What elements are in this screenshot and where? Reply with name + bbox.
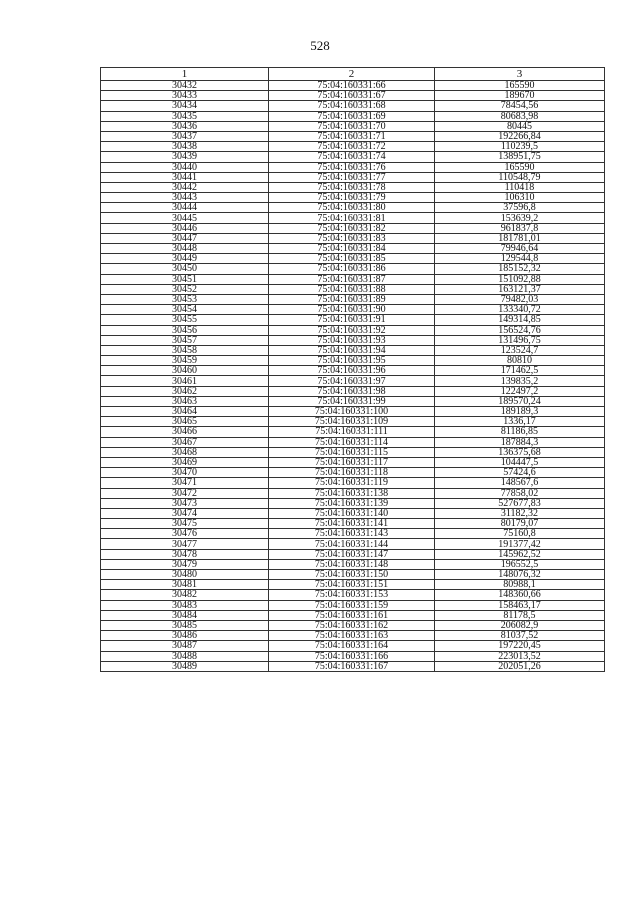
row-number-cell: 30438 [101, 142, 269, 152]
value-cell: 196552,5 [435, 559, 605, 569]
table-row [101, 519, 605, 529]
row-number-cell: 30483 [101, 600, 269, 610]
row-number-cell: 30454 [101, 305, 269, 315]
value-cell: 148076,32 [435, 570, 605, 580]
table-row [101, 264, 605, 274]
row-number-cell: 30432 [101, 81, 269, 91]
row-number-cell: 30478 [101, 549, 269, 559]
value-cell: 136375,68 [435, 447, 605, 457]
table-row [101, 193, 605, 203]
value-cell: 165590 [435, 81, 605, 91]
row-number-cell: 30436 [101, 121, 269, 131]
table-row [101, 305, 605, 315]
table-row [101, 325, 605, 335]
row-number-cell: 30446 [101, 223, 269, 233]
value-cell: 191377,42 [435, 539, 605, 549]
row-number-cell: 30441 [101, 172, 269, 182]
cadastral-number-cell: 75:04:160331:89 [269, 294, 435, 304]
cadastral-number-cell: 75:04:160331:109 [269, 417, 435, 427]
cadastral-number-cell: 75:04:160331:86 [269, 264, 435, 274]
table-row [101, 661, 605, 671]
table-row [101, 631, 605, 641]
cadastral-number-cell: 75:04:160331:141 [269, 519, 435, 529]
cadastral-number-cell: 75:04:160331:117 [269, 457, 435, 467]
cadastral-number-cell: 75:04:160331:74 [269, 152, 435, 162]
table-row [101, 570, 605, 580]
table-row [101, 437, 605, 447]
column-header-2: 2 [269, 68, 435, 81]
row-number-cell: 30465 [101, 417, 269, 427]
value-cell: 527677,83 [435, 498, 605, 508]
row-number-cell: 30463 [101, 396, 269, 406]
column-header-1: 1 [101, 68, 269, 81]
table-row [101, 641, 605, 651]
value-cell: 197220,45 [435, 641, 605, 651]
cadastral-number-cell: 75:04:160331:139 [269, 498, 435, 508]
value-cell: 31182,32 [435, 508, 605, 518]
value-cell: 202051,26 [435, 661, 605, 671]
table-row [101, 121, 605, 131]
value-cell: 139835,2 [435, 376, 605, 386]
value-cell: 106310 [435, 193, 605, 203]
table-header-row [101, 68, 605, 81]
row-number-cell: 30444 [101, 203, 269, 213]
cadastral-number-cell: 75:04:160331:96 [269, 366, 435, 376]
cadastral-number-cell: 75:04:160331:119 [269, 478, 435, 488]
cadastral-number-cell: 75:04:160331:78 [269, 182, 435, 192]
value-cell: 122497,2 [435, 386, 605, 396]
table-row [101, 233, 605, 243]
value-cell: 110418 [435, 182, 605, 192]
table-row [101, 590, 605, 600]
cadastral-number-cell: 75:04:160331:77 [269, 172, 435, 182]
table-row [101, 345, 605, 355]
table-row [101, 172, 605, 182]
cadastral-number-cell: 75:04:160331:85 [269, 254, 435, 264]
row-number-cell: 30461 [101, 376, 269, 386]
row-number-cell: 30439 [101, 152, 269, 162]
cadastral-number-cell: 75:04:160331:93 [269, 335, 435, 345]
cadastral-number-cell: 75:04:160331:118 [269, 468, 435, 478]
cadastral-number-cell: 75:04:160331:115 [269, 447, 435, 457]
row-number-cell: 30462 [101, 386, 269, 396]
table-row [101, 580, 605, 590]
table-row [101, 315, 605, 325]
table-row [101, 101, 605, 111]
value-cell: 123524,7 [435, 345, 605, 355]
row-number-cell: 30481 [101, 580, 269, 590]
row-number-cell: 30453 [101, 294, 269, 304]
cadastral-number-cell: 75:04:160331:144 [269, 539, 435, 549]
table-row [101, 457, 605, 467]
row-number-cell: 30480 [101, 570, 269, 580]
cadastral-number-cell: 75:04:160331:100 [269, 407, 435, 417]
cadastral-number-cell: 75:04:160331:81 [269, 213, 435, 223]
row-number-cell: 30470 [101, 468, 269, 478]
value-cell: 1336,17 [435, 417, 605, 427]
row-number-cell: 30468 [101, 447, 269, 457]
table-row [101, 366, 605, 376]
table-row [101, 213, 605, 223]
row-number-cell: 30469 [101, 457, 269, 467]
cadastral-number-cell: 75:04:160331:151 [269, 580, 435, 590]
value-cell: 206082,9 [435, 620, 605, 630]
value-cell: 80810 [435, 356, 605, 366]
value-cell: 57424,6 [435, 468, 605, 478]
cadastral-number-cell: 75:04:160331:70 [269, 121, 435, 131]
row-number-cell: 30451 [101, 274, 269, 284]
cadastral-number-cell: 75:04:160331:68 [269, 101, 435, 111]
cadastral-number-cell: 75:04:160331:92 [269, 325, 435, 335]
cadastral-number-cell: 75:04:160331:69 [269, 111, 435, 121]
cadastral-number-cell: 75:04:160331:159 [269, 600, 435, 610]
table-row [101, 111, 605, 121]
table-row [101, 539, 605, 549]
row-number-cell: 30473 [101, 498, 269, 508]
table-row [101, 600, 605, 610]
row-number-cell: 30460 [101, 366, 269, 376]
table-body [101, 81, 605, 672]
cadastral-number-cell: 75:04:160331:164 [269, 641, 435, 651]
cadastral-number-cell: 75:04:160331:83 [269, 233, 435, 243]
row-number-cell: 30450 [101, 264, 269, 274]
cadastral-number-cell: 75:04:160331:162 [269, 620, 435, 630]
column-header-3: 3 [435, 68, 605, 81]
row-number-cell: 30488 [101, 651, 269, 661]
row-number-cell: 30475 [101, 519, 269, 529]
row-number-cell: 30459 [101, 356, 269, 366]
row-number-cell: 30437 [101, 131, 269, 141]
cadastral-number-cell: 75:04:160331:163 [269, 631, 435, 641]
row-number-cell: 30489 [101, 661, 269, 671]
row-number-cell: 30467 [101, 437, 269, 447]
table-row [101, 254, 605, 264]
table-row [101, 131, 605, 141]
table-row [101, 447, 605, 457]
table-row [101, 142, 605, 152]
value-cell: 156524,76 [435, 325, 605, 335]
cadastral-number-cell: 75:04:160331:95 [269, 356, 435, 366]
value-cell: 110239,5 [435, 142, 605, 152]
cadastral-number-cell: 75:04:160331:76 [269, 162, 435, 172]
row-number-cell: 30474 [101, 508, 269, 518]
value-cell: 185152,32 [435, 264, 605, 274]
cadastral-number-cell: 75:04:160331:90 [269, 305, 435, 315]
row-number-cell: 30433 [101, 91, 269, 101]
cadastral-number-cell: 75:04:160331:167 [269, 661, 435, 671]
row-number-cell: 30452 [101, 284, 269, 294]
value-cell: 187884,3 [435, 437, 605, 447]
value-cell: 75160,8 [435, 529, 605, 539]
row-number-cell: 30440 [101, 162, 269, 172]
table-row [101, 203, 605, 213]
cadastral-number-cell: 75:04:160331:66 [269, 81, 435, 91]
table-row [101, 549, 605, 559]
row-number-cell: 30487 [101, 641, 269, 651]
table-row [101, 620, 605, 630]
cadastral-number-cell: 75:04:160331:71 [269, 131, 435, 141]
row-number-cell: 30477 [101, 539, 269, 549]
table-row [101, 376, 605, 386]
table-row [101, 223, 605, 233]
table-row [101, 274, 605, 284]
row-number-cell: 30476 [101, 529, 269, 539]
value-cell: 148360,66 [435, 590, 605, 600]
row-number-cell: 30486 [101, 631, 269, 641]
table-row [101, 427, 605, 437]
value-cell: 104447,5 [435, 457, 605, 467]
value-cell: 37596,8 [435, 203, 605, 213]
value-cell: 163121,37 [435, 284, 605, 294]
table-row [101, 91, 605, 101]
value-cell: 189570,24 [435, 396, 605, 406]
cadastral-number-cell: 75:04:160331:97 [269, 376, 435, 386]
table-row [101, 407, 605, 417]
value-cell: 149314,85 [435, 315, 605, 325]
cadastral-number-cell: 75:04:160331:161 [269, 610, 435, 620]
row-number-cell: 30464 [101, 407, 269, 417]
value-cell: 81186,85 [435, 427, 605, 437]
value-cell: 189189,3 [435, 407, 605, 417]
cadastral-number-cell: 75:04:160331:114 [269, 437, 435, 447]
table-row [101, 508, 605, 518]
table-row [101, 488, 605, 498]
cadastral-number-cell: 75:04:160331:138 [269, 488, 435, 498]
cadastral-number-cell: 75:04:160331:153 [269, 590, 435, 600]
cadastral-number-cell: 75:04:160331:98 [269, 386, 435, 396]
cadastral-number-cell: 75:04:160331:94 [269, 345, 435, 355]
row-number-cell: 30442 [101, 182, 269, 192]
value-cell: 181781,01 [435, 233, 605, 243]
value-cell: 81178,5 [435, 610, 605, 620]
table-row [101, 610, 605, 620]
cadastral-number-cell: 75:04:160331:80 [269, 203, 435, 213]
value-cell: 80179,07 [435, 519, 605, 529]
cadastral-number-cell: 75:04:160331:140 [269, 508, 435, 518]
row-number-cell: 30484 [101, 610, 269, 620]
value-cell: 80683,98 [435, 111, 605, 121]
row-number-cell: 30447 [101, 233, 269, 243]
table-row [101, 244, 605, 254]
row-number-cell: 30449 [101, 254, 269, 264]
table-header [101, 68, 605, 81]
value-cell: 133340,72 [435, 305, 605, 315]
value-cell: 79482,03 [435, 294, 605, 304]
row-number-cell: 30479 [101, 559, 269, 569]
table-row [101, 152, 605, 162]
row-number-cell: 30482 [101, 590, 269, 600]
table-row [101, 386, 605, 396]
value-cell: 77858,02 [435, 488, 605, 498]
cadastral-number-cell: 75:04:160331:111 [269, 427, 435, 437]
row-number-cell: 30471 [101, 478, 269, 488]
table-row [101, 356, 605, 366]
table-row [101, 651, 605, 661]
value-cell: 80988,1 [435, 580, 605, 590]
row-number-cell: 30443 [101, 193, 269, 203]
row-number-cell: 30435 [101, 111, 269, 121]
value-cell: 148567,6 [435, 478, 605, 488]
value-cell: 129544,8 [435, 254, 605, 264]
value-cell: 80445 [435, 121, 605, 131]
row-number-cell: 30466 [101, 427, 269, 437]
row-number-cell: 30457 [101, 335, 269, 345]
cadastral-number-cell: 75:04:160331:67 [269, 91, 435, 101]
cadastral-number-cell: 75:04:160331:84 [269, 244, 435, 254]
cadastral-number-cell: 75:04:160331:99 [269, 396, 435, 406]
cadastral-number-cell: 75:04:160331:87 [269, 274, 435, 284]
table-row [101, 559, 605, 569]
cadastral-number-cell: 75:04:160331:91 [269, 315, 435, 325]
cadastral-number-cell: 75:04:160331:79 [269, 193, 435, 203]
table-row [101, 182, 605, 192]
value-cell: 153639,2 [435, 213, 605, 223]
row-number-cell: 30445 [101, 213, 269, 223]
value-cell: 110548,79 [435, 172, 605, 182]
value-cell: 171462,5 [435, 366, 605, 376]
table-row [101, 81, 605, 91]
table-row [101, 162, 605, 172]
value-cell: 192266,84 [435, 131, 605, 141]
row-number-cell: 30448 [101, 244, 269, 254]
row-number-cell: 30485 [101, 620, 269, 630]
value-cell: 158463,17 [435, 600, 605, 610]
row-number-cell: 30472 [101, 488, 269, 498]
value-cell: 189670 [435, 91, 605, 101]
value-cell: 79946,64 [435, 244, 605, 254]
value-cell: 81037,52 [435, 631, 605, 641]
value-cell: 131496,75 [435, 335, 605, 345]
row-number-cell: 30455 [101, 315, 269, 325]
cadastral-number-cell: 75:04:160331:82 [269, 223, 435, 233]
value-cell: 961837,8 [435, 223, 605, 233]
cadastral-number-cell: 75:04:160331:148 [269, 559, 435, 569]
cadastral-number-cell: 75:04:160331:143 [269, 529, 435, 539]
value-cell: 138951,75 [435, 152, 605, 162]
value-cell: 223013,52 [435, 651, 605, 661]
page-number: 528 [310, 38, 330, 53]
table-row [101, 529, 605, 539]
cadastral-number-cell: 75:04:160331:150 [269, 570, 435, 580]
cadastral-number-cell: 75:04:160331:147 [269, 549, 435, 559]
table-row [101, 498, 605, 508]
table-row [101, 417, 605, 427]
table-row [101, 284, 605, 294]
value-cell: 165590 [435, 162, 605, 172]
table-row [101, 335, 605, 345]
cadastral-number-cell: 75:04:160331:88 [269, 284, 435, 294]
cadastral-number-cell: 75:04:160331:72 [269, 142, 435, 152]
table-row [101, 468, 605, 478]
row-number-cell: 30456 [101, 325, 269, 335]
table-row [101, 478, 605, 488]
table-row [101, 294, 605, 304]
value-cell: 151092,88 [435, 274, 605, 284]
data-table [100, 67, 605, 672]
table-row [101, 396, 605, 406]
row-number-cell: 30458 [101, 345, 269, 355]
row-number-cell: 30434 [101, 101, 269, 111]
cadastral-number-cell: 75:04:160331:166 [269, 651, 435, 661]
value-cell: 145962,52 [435, 549, 605, 559]
value-cell: 78454,56 [435, 101, 605, 111]
